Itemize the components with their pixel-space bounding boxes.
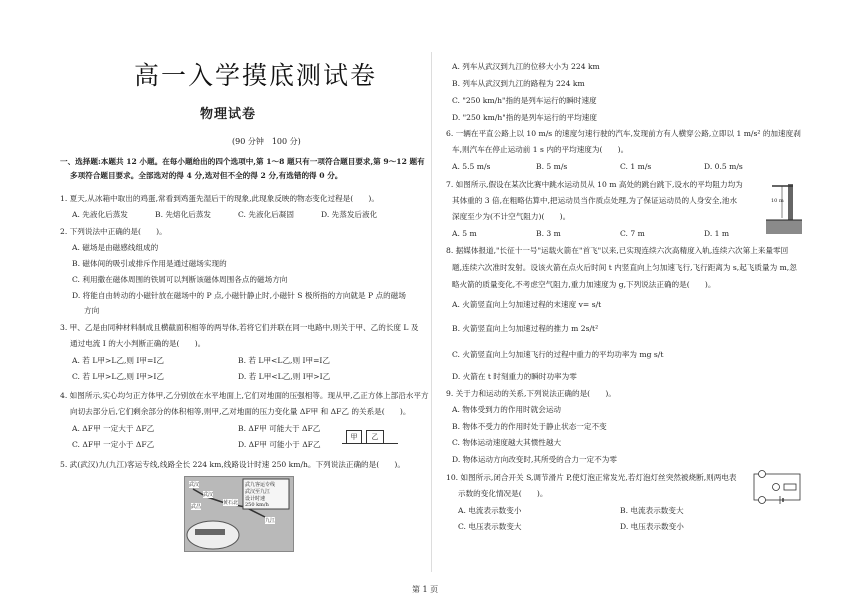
q8-stem-1: 8. 据媒体报道,"长征十一号"运载火箭在"首飞"以来,已实现连续六次高精度入轨,连续六次第上来量零回 [446, 246, 789, 255]
q3-option-d: D. 若 L甲<L乙,则 I甲>I乙 [238, 372, 331, 381]
q3-stem-2: 通过电流 I 的大小判断正确的是( )。 [70, 339, 206, 348]
q8-stem-3: 略火箭的质量变化,不考虑空气阻力,重力加速度为 g,下列说法正确的是( )。 [452, 280, 716, 289]
q4-option-b: B. ΔF甲 可能大于 ΔF乙 [238, 424, 321, 433]
cube-yi-label: 乙 [371, 433, 379, 441]
q4-cubes-figure [342, 428, 402, 446]
map-legend-line4: 250 km/h [245, 502, 269, 508]
q1-option-b: B. 先熔化后蒸发 [155, 210, 211, 219]
q6-option-b: B. 5 m/s [536, 162, 568, 171]
rheostat-symbol [784, 484, 796, 490]
map-label-wuhan: 武汉 [189, 482, 200, 488]
q5-stem: 5. 武(武汉)九(九江)客运专线,线路全长 224 km,线路设计时速 250 km/h。下列说法正确的是( )。 [60, 460, 405, 469]
q4-stem-2: 向切去部分后,它们剩余部分的体积相等,则甲,乙对地面的压力变化量 ΔF甲 和 ΔF乙 的关系是( )。 [70, 407, 411, 416]
map-svg [185, 477, 293, 551]
train-window [195, 529, 225, 535]
q8-stem-2: 题,连续六次准时发射。设该火箭在点火后时间 t 内竖直向上匀加速飞行,飞行距离为 s,起飞质量为 m,忽 [452, 263, 797, 272]
q5-option-c: C. "250 km/h"指的是列车运行的瞬时速度 [452, 96, 597, 105]
q7-stem-3: 深度至少为(不计空气阻力)( )。 [452, 212, 571, 221]
map-legend-line3: 设计时速 [245, 496, 266, 502]
lamp-symbol [759, 497, 766, 504]
q4-stem-1: 4. 如图所示,实心均匀正方体甲,乙分别放在水平地面上,它们对地面的压强相等。现从甲,乙正方体上部沿水平方 [60, 391, 429, 400]
q2-option-b: B. 磁体间的吸引或排斥作用是通过磁场实现的 [72, 259, 227, 268]
q10-option-c: C. 电压表示数变大 [458, 522, 522, 531]
q10-option-d: D. 电压表示数变小 [620, 522, 684, 531]
q7-option-a: A. 5 m [452, 229, 477, 238]
map-label-huangshibei: 黄石北 [223, 500, 239, 506]
q9-option-d: D. 物体运动方向改变时,其所受的合力一定不为零 [452, 455, 617, 464]
page-footer: 第 1 页 [412, 585, 439, 594]
q4-option-a: A. ΔF甲 一定大于 ΔF乙 [72, 424, 155, 433]
q6-option-d: D. 0.5 m/s [704, 162, 743, 171]
q1-option-c: C. 先液化后凝固 [238, 210, 294, 219]
diving-svg [764, 178, 804, 238]
q6-stem-2: 车,则汽车在停止运动前 1 s 内的平均速度为( )。 [452, 145, 629, 154]
q5-option-b: B. 列车从武汉到九江的路程为 224 km [452, 79, 585, 88]
page-subtitle: 物理试卷 [200, 107, 257, 122]
q10-circuit-figure [750, 468, 806, 506]
voltmeter-symbol [759, 471, 766, 478]
q10-option-b: B. 电流表示数变大 [620, 506, 684, 515]
q7-option-b: B. 3 m [536, 229, 561, 238]
water-pool [766, 220, 802, 234]
q2-option-a: A. 磁场是由磁感线组成的 [72, 243, 159, 252]
q5-train-map-figure [184, 476, 294, 552]
q7-stem-2: 其体重的 3 倍,在粗略估算中,把运动员当作质点处理,为了保证运动员的人身安全,池水 [452, 196, 738, 205]
section-instructions-line1: 一、选择题:本题共 12 小题。在每小题给出的四个选项中,第 1～8 题只有一项符合题目要求,第 9～12 题有 [60, 157, 425, 166]
map-legend-line1: 武九客运专线 [245, 482, 276, 488]
map-legend-line2: 武汉至九江 [245, 489, 271, 495]
q1-stem: 1. 夏天,从冰箱中取出的鸡蛋,常看到鸡蛋先湿后干的现象,此现象反映的物态变化过程是( )。 [60, 194, 379, 203]
q10-stem-2: 示数的变化情况是( )。 [458, 489, 548, 498]
q3-option-b: B. 若 L甲<L乙,则 I甲=I乙 [238, 356, 331, 365]
q1-option-d: D. 先蒸发后液化 [321, 210, 378, 219]
column-divider [431, 52, 432, 572]
cube-jia [346, 430, 362, 444]
q4-option-c: C. ΔF甲 一定小于 ΔF乙 [72, 440, 155, 449]
q2-stem: 2. 下列说法中正确的是( )。 [60, 227, 167, 236]
q6-option-a: A. 5.5 m/s [452, 162, 491, 171]
q3-option-c: C. 若 L甲>L乙,则 I甲>I乙 [72, 372, 164, 381]
q1-option-a: A. 先液化后蒸发 [72, 210, 128, 219]
section-instructions-line2: 多项符合题目要求。全部选对的得 4 分,选对但不全的得 2 分,有选错的得 0 分。 [70, 171, 343, 180]
q6-option-c: C. 1 m/s [620, 162, 652, 171]
q8-option-b: B. 火箭竖直向上匀加速过程的推力 m 2s/t² [452, 324, 599, 333]
q9-option-b: B. 物体不受力的作用时处于静止状态一定不变 [452, 422, 607, 431]
q7-option-c: C. 7 m [620, 229, 645, 238]
ammeter-symbol [773, 484, 780, 491]
ground-line [342, 443, 398, 444]
q9-option-a: A. 物体受到力的作用时就会运动 [452, 405, 562, 414]
q5-option-a: A. 列车从武汉到九江的位移大小为 224 km [452, 62, 600, 71]
cube-yi [366, 430, 384, 444]
q7-diving-figure [764, 178, 804, 238]
q10-stem-1: 10. 如图所示,闭合开关 S,调节滑片 P,使灯泡正常发光,若灯泡灯丝突然被烧断,则两电表 [446, 473, 737, 482]
cube-jia-label: 甲 [350, 433, 358, 441]
q7-option-d: D. 1 m [704, 229, 730, 238]
q3-stem-1: 3. 甲、乙是由同种材料制成且横截面积相等的两导体,若将它们并联在同一电路中,则关于甲、乙的长度 L 及 [60, 323, 419, 332]
q8-option-c: C. 火箭竖直向上匀加速飞行的过程中重力的平均功率为 mg s/t [452, 350, 664, 359]
map-label-jiujiang: 九江 [265, 518, 276, 524]
q5-option-d: D. "250 km/h"指的是列车运行的平均速度 [452, 113, 597, 122]
page-title: 高一入学摸底测试卷 [134, 61, 378, 90]
q9-stem: 9. 关于力和运动的关系,下列说法正确的是( )。 [446, 389, 616, 398]
exam-meta: (90 分钟 100 分) [232, 137, 301, 146]
map-label-wuhan-2: 武汉 [203, 492, 214, 498]
q6-stem-1: 6. 一辆在平直公路上以 10 m/s 的速度匀速行驶的汽车,发现前方有人横穿公路,立即以 1 m/s² 的加速度刹 [446, 129, 801, 138]
q3-option-a: A. 若 L甲>L乙,则 I甲=I乙 [72, 356, 164, 365]
circuit-svg [750, 468, 806, 506]
q8-option-d: D. 火箭在 t 时刻重力的瞬时功率为零 [452, 372, 577, 381]
q2-option-d-cont: 方向 [84, 306, 100, 315]
map-label-wuchang: 武昌 [191, 504, 202, 510]
q2-option-d: D. 将能自由转动的小磁针放在磁场中的 P 点,小磁针静止时,小磁针 S 极所指的方向就是 P 点的磁场 [72, 291, 406, 300]
platform-tower [788, 184, 793, 220]
q4-option-d: D. ΔF甲 可能小于 ΔF乙 [238, 440, 321, 449]
q2-option-c: C. 利用撒在磁体周围的铁屑可以判断该磁体周围各点的磁场方向 [72, 275, 288, 284]
q8-option-a: A. 火箭竖直向上匀加速过程的末速度 v= s/t [452, 300, 602, 309]
q10-option-a: A. 电流表示数变小 [458, 506, 522, 515]
height-label: 10 m [771, 198, 784, 204]
q7-stem-1: 7. 如图所示,假设在某次比赛中跳水运动员从 10 m 高处的跳台跳下,设水的平均阻力均为 [446, 180, 743, 189]
q9-option-c: C. 物体运动速度越大其惯性越大 [452, 438, 562, 447]
